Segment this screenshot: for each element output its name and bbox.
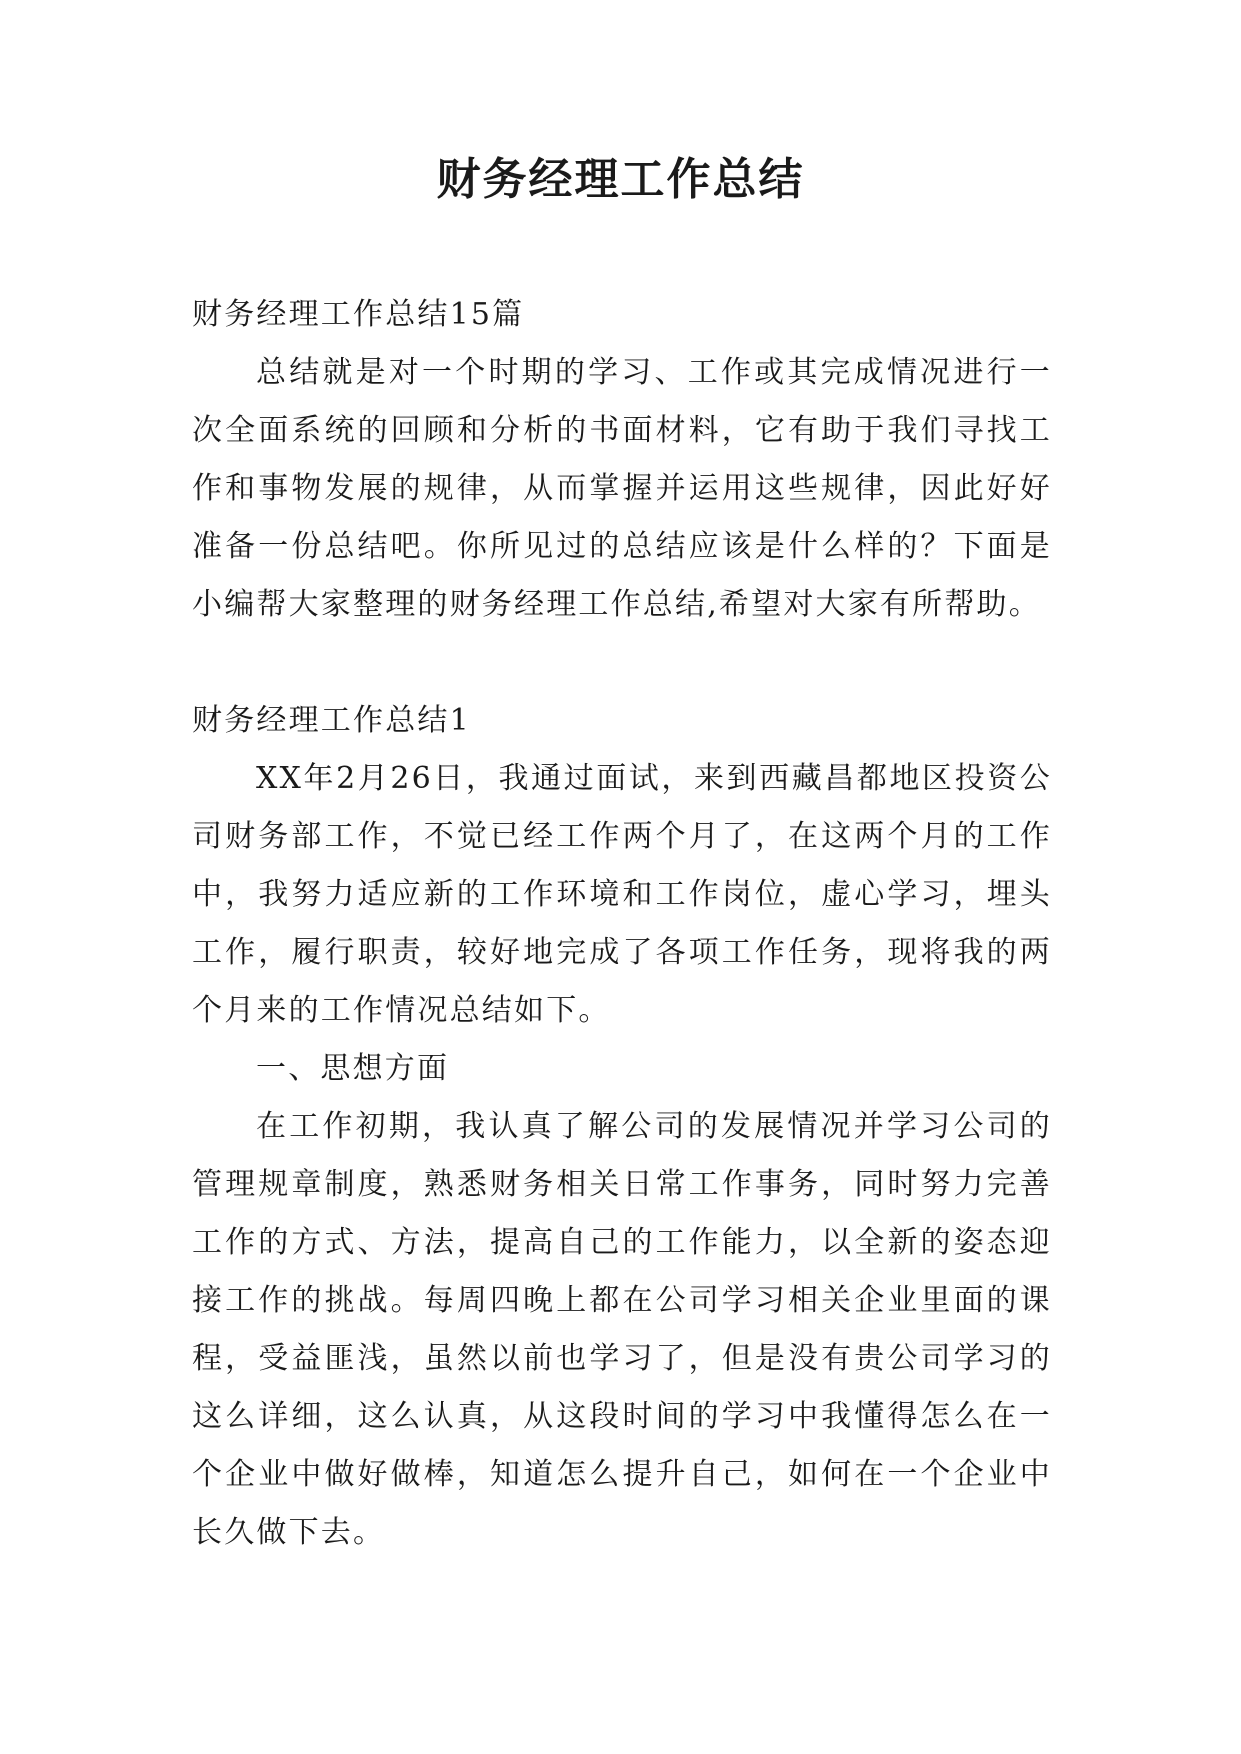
section-paragraph-1: XX年2月26日，我通过面试，来到西藏昌都地区投资公司财务部工作，不觉已经工作两个月了，在这两个月的工作中，我努力适应新的工作环境和工作岗位，虚心学习，埋头工作，履行职责，较好地完成了各项工作任务，现将我的两个月来的工作情况总结如下。 (192, 761, 1052, 1028)
paragraph-spacer (192, 634, 1052, 692)
document-title: 财务经理工作总结 (436, 154, 805, 205)
section-heading: 财务经理工作总结1 (192, 703, 471, 738)
section-paragraph-2: 在工作初期，我认真了解公司的发展情况并学习公司的管理规章制度，熟悉财务相关日常工作事务，同时努力完善工作的方式、方法，提高自己的工作能力，以全新的姿态迎接工作的挑战。每周四晚上都在公司学习相关企业里面的课程，受益匪浅，虽然以前也学习了，但是没有贵公司学习的这么详细，这么认真，从这段时间的学习中我懂得怎么在一个企业中做好做棒，知道怎么提升自己，如何在一个企业中长久做下去。 (192, 1109, 1052, 1550)
intro-paragraph: 总结就是对一个时期的学习、工作或其完成情况进行一次全面系统的回顾和分析的书面材料，它有助于我们寻找工作和事物发展的规律，从而掌握并运用这些规律，因此好好准备一份总结吧。你所见过的总结应该是什么样的？下面是小编帮大家整理的财务经理工作总结,希望对大家有所帮助。 (192, 355, 1052, 622)
document-subtitle: 财务经理工作总结15篇 (192, 297, 525, 332)
document-body (192, 286, 1052, 1562)
subheading-ideology: 一、思想方面 (256, 1051, 450, 1086)
